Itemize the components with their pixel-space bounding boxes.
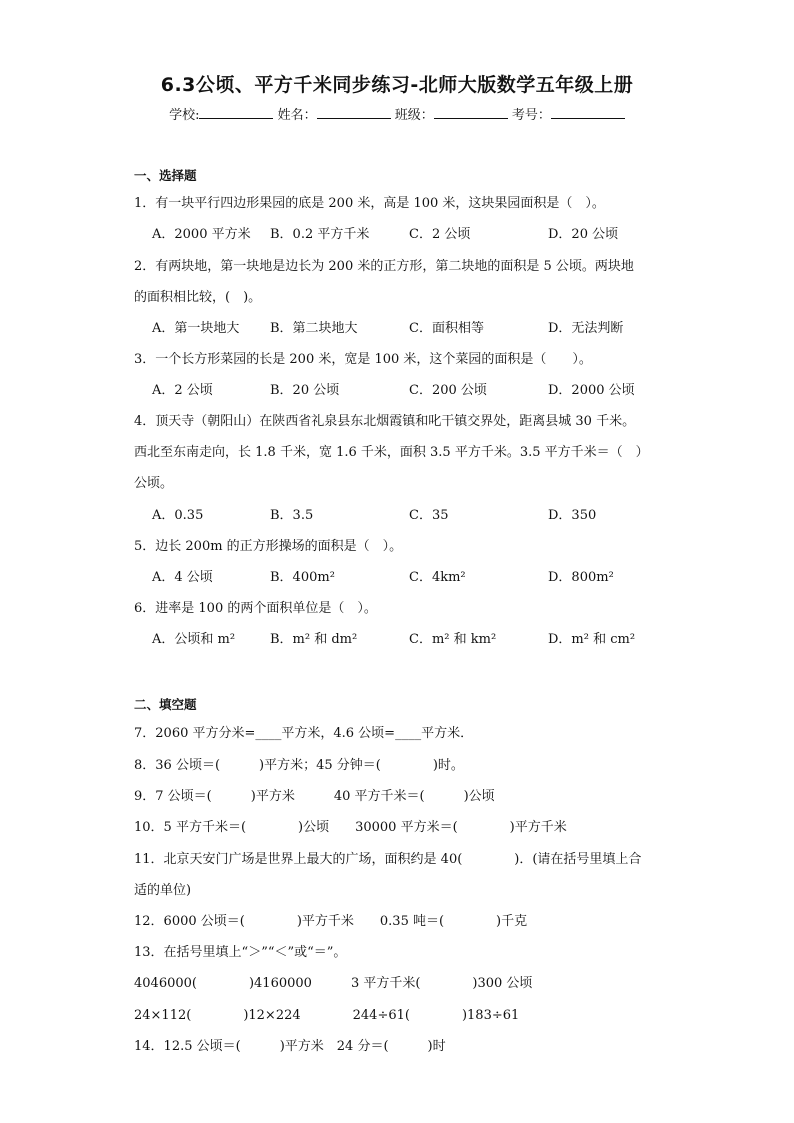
school-label: 学校:: [169, 108, 200, 123]
option-c[interactable]: C．面积相等: [409, 321, 484, 336]
class-blank[interactable]: [434, 106, 508, 119]
question-1-options: [152, 223, 672, 241]
question-5-options: [152, 566, 672, 584]
question-6-stem: 6．进率是 100 的两个面积单位是（ ）。: [134, 601, 377, 616]
question-2-stem-line2: 的面积相比较，( )。: [134, 290, 262, 305]
option-b[interactable]: B．m² 和 dm²: [270, 632, 358, 647]
option-a[interactable]: A．公顷和 m²: [152, 632, 236, 647]
option-d[interactable]: D．20 公顷: [548, 227, 619, 242]
option-a[interactable]: A．第一块地大: [152, 321, 240, 336]
option-d[interactable]: D．m² 和 cm²: [548, 632, 636, 647]
question-1-stem: 1．有一块平行四边形果园的底是 200 米，高是 100 米，这块果园面积是（ ）。: [134, 196, 605, 211]
question-5-stem: 5．边长 200m 的正方形操场的面积是（ ）。: [134, 539, 403, 554]
question-13-row-a: 4046000( )4160000 3 平方千米( )300 公顷: [134, 976, 533, 991]
question-8: 8．36 公顷＝( )平方米；45 分钟＝( )时。: [134, 758, 464, 773]
question-2-stem-line1: 2．有两块地，第一块地是边长为 200 米的正方形，第二块地的面积是 5 公顷。两块地: [134, 259, 634, 274]
question-13-row-b: 24×112( )12×224 244÷61( )183÷61: [134, 1008, 520, 1023]
question-2-options: [152, 317, 672, 335]
question-4-stem-line2: 西北至东南走向，长 1.8 千米，宽 1.6 千米，面积 3.5 平方千米。3.5 平方千米＝（ ）: [134, 445, 649, 460]
option-a[interactable]: A．4 公顷: [152, 570, 213, 585]
option-c[interactable]: C．200 公顷: [409, 383, 487, 398]
question-13: 13．在括号里填上“＞”“＜”或“＝”。: [134, 945, 347, 960]
option-d[interactable]: D．无法判断: [548, 321, 624, 336]
page-title: 6.3公顷、平方千米同步练习-北师大版数学五年级上册: [160, 74, 634, 96]
question-14: 14．12.5 公顷＝( )平方米 24 分＝( )时: [134, 1039, 446, 1054]
option-a[interactable]: A．2 公顷: [152, 383, 213, 398]
option-b[interactable]: B．400m²: [270, 570, 335, 585]
option-c[interactable]: C．m² 和 km²: [409, 632, 497, 647]
option-b[interactable]: B．20 公顷: [270, 383, 340, 398]
question-4-options: [152, 504, 672, 522]
section-heading-fill-in: 二、填空题: [134, 697, 197, 712]
question-3-stem: 3．一个长方形菜园的长是 200 米，宽是 100 米，这个菜园的面积是（ ）。: [134, 352, 592, 367]
question-7: 7．2060 平方分米=____平方米，4.6 公顷=____平方米．: [134, 726, 474, 741]
name-label: 姓名：: [277, 108, 317, 123]
section-heading-choice: 一、选择题: [134, 168, 197, 183]
option-a[interactable]: A．0.35: [152, 508, 204, 523]
option-d[interactable]: D．800m²: [548, 570, 614, 585]
exam-no-blank[interactable]: [551, 106, 625, 119]
option-b[interactable]: B．0.2 平方千米: [270, 227, 370, 242]
option-a[interactable]: A．2000 平方米: [152, 227, 251, 242]
question-11-line1: 11．北京天安门广场是世界上最大的广场，面积约是 40( )．(请在括号里填上合: [134, 852, 642, 867]
question-4-stem-line3: 公顷。: [134, 476, 174, 491]
option-c[interactable]: C．2 公顷: [409, 227, 471, 242]
student-info-row: [0, 104, 794, 123]
option-b[interactable]: B．第二块地大: [270, 321, 358, 336]
question-10: 10．5 平方千米＝( )公顷 30000 平方米＝( )平方千米: [134, 820, 567, 835]
question-9: 9．7 公顷＝( )平方米 40 平方千米＝( )公顷: [134, 789, 495, 804]
option-c[interactable]: C．4km²: [409, 570, 466, 585]
question-4-stem-line1: 4．顶天寺（朝阳山）在陕西省礼泉县东北烟霞镇和叱干镇交界处，距离县城 30 千米。: [134, 414, 636, 429]
exam-no-label: 考号：: [511, 108, 551, 123]
name-blank[interactable]: [317, 106, 391, 119]
question-12: 12．6000 公顷＝( )平方千米 0.35 吨＝( )千克: [134, 914, 528, 929]
question-3-options: [152, 379, 672, 397]
question-6-options: [152, 628, 672, 646]
option-c[interactable]: C．35: [409, 508, 449, 523]
class-label: 班级：: [394, 108, 434, 123]
option-b[interactable]: B．3.5: [270, 508, 314, 523]
option-d[interactable]: D．350: [548, 508, 597, 523]
option-d[interactable]: D．2000 公顷: [548, 383, 635, 398]
school-blank[interactable]: [199, 106, 273, 119]
question-11-line2: 适的单位): [134, 883, 192, 898]
